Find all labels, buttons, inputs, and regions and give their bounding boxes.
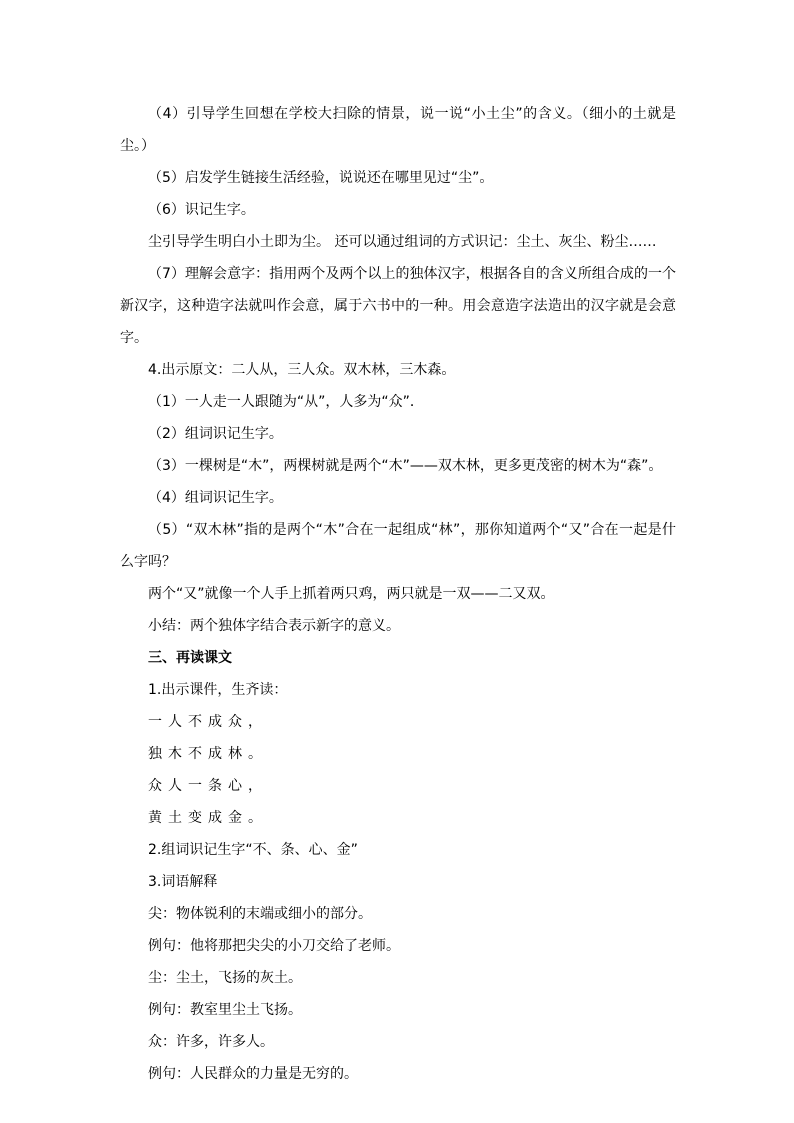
paragraph: （5）启发学生链接生活经验，说说还在哪里见过“尘”。 [148, 170, 494, 186]
paragraph: （7）理解会意字：指用两个及两个以上的独体汉字，根据各自的含义所组合成的一个新汉字，这种造字法就叫作会意，属于六书中的一种。用会意造字法造出的汉字就是会意字。 [120, 266, 676, 346]
definition-line: 众：许多，许多人。 [148, 1034, 274, 1050]
summary-paragraph: 小结：两个独体字结合表示新字的意义。 [148, 618, 400, 634]
document-body [120, 98, 676, 1090]
paragraph: （4）引导学生回想在学校大扫除的情景，说一说“小土尘”的含义。（细小的土就是尘。） [120, 106, 676, 154]
paragraph: 1.出示课件，生齐读： [148, 682, 288, 698]
paragraph: （2）组词识记生字。 [148, 426, 283, 442]
paragraph: 尘引导学生明白小土即为尘。 还可以通过组词的方式识记：尘土、灰尘、粉尘…… [148, 234, 657, 250]
paragraph: 两个“又”就像一个人手上抓着两只鸡，两只就是一双——二又双。 [148, 586, 555, 602]
paragraph: （1）一人走一人跟随为“从”，人多为“众”． [148, 394, 424, 410]
paragraph: （4）组词识记生字。 [148, 490, 283, 506]
example-line: 例句：他将那把尖尖的小刀交给了老师。 [148, 938, 400, 954]
example-line: 例句：教室里尘土飞扬。 [148, 1002, 302, 1018]
poem-line: 众人一条心， [148, 778, 268, 794]
poem-line: 黄土变成金。 [148, 810, 268, 826]
poem-line: 独木不成林。 [148, 746, 268, 762]
definition-line: 尘：尘土，飞扬的灰土。 [148, 970, 302, 986]
section-heading: 三、再读课文 [148, 650, 232, 666]
example-line: 例句：人民群众的力量是无穷的。 [148, 1066, 358, 1082]
definition-line: 尖：物体锐利的末端或细小的部分。 [148, 906, 372, 922]
poem-line: 一人不成众， [148, 714, 268, 730]
paragraph: 2.组词识记生字“不、条、心、金” [148, 842, 358, 858]
paragraph: （3）一棵树是“木”，两棵树就是两个“木”——双木林，更多更茂密的树木为“森”。 [148, 458, 663, 474]
paragraph: 4.出示原文：二人从，三人众。双木林，三木森。 [148, 362, 456, 378]
paragraph: 3.词语解释 [148, 874, 218, 890]
paragraph: （6）识记生字。 [148, 202, 255, 218]
paragraph: （5）“双木林”指的是两个“木”合在一起组成“林”，那你知道两个“又”合在一起是什么字吗？ [120, 522, 676, 570]
